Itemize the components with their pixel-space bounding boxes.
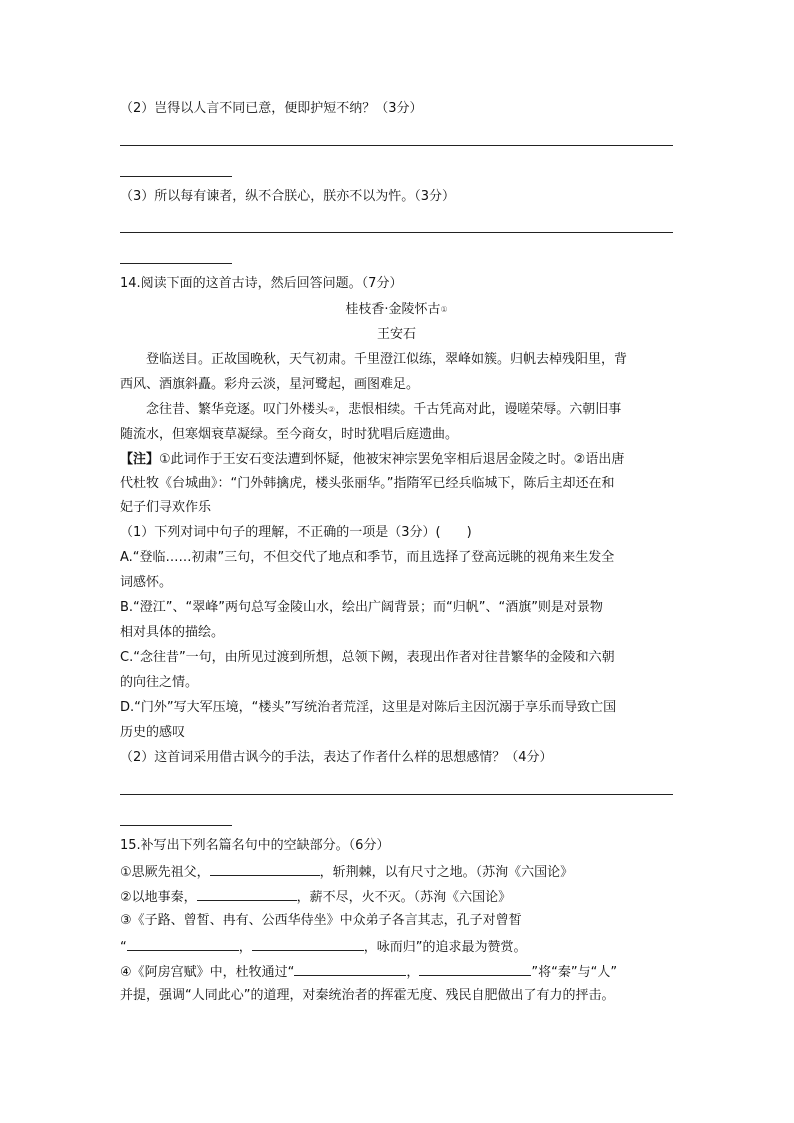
note-line <box>120 451 624 468</box>
footnote-mark: ① <box>440 305 448 314</box>
option-b: B.“澄江”、“翠峰”两句总写金陵山水，绘出广阔背景；而“归帆”、“酒旗”则是对景物 <box>120 600 603 615</box>
note-text: ①此词作于王安石变法遭到怀疑，他被宋神宗罢免宰相后退居金陵之时。②语出唐 <box>159 452 625 467</box>
fill-blank[interactable] <box>294 962 406 976</box>
option-d: D.“门外”写大军压境，“楼头”写统治者荒淫，这里是对陈后主因沉溺于享乐而导致亡国 <box>120 700 617 715</box>
note-line: 妃子们寻欢作乐 <box>120 500 212 515</box>
option-c: C.“念往昔”一句，由所见过渡到所想，总领下阙，表现出作者对往昔繁华的金陵和六朝 <box>120 650 615 665</box>
q15-item-2 <box>120 887 511 906</box>
option-a: A.“登临……初肃”三句，不但交代了地点和季节，而且选择了登高远眺的视角来生发全 <box>120 550 615 565</box>
poem-title-text: 桂枝香·金陵怀古 <box>345 302 441 317</box>
item-text: ④《阿房宫赋》中，杜牧通过“ <box>120 965 295 980</box>
option-a-cont: 词感怀。 <box>120 575 173 590</box>
note-label: 【注】 <box>120 452 160 467</box>
poem-line: 随流水，但寒烟衰草凝绿。至今商女，时时犹唱后庭遗曲。 <box>120 427 459 442</box>
item-text: “ <box>120 940 127 955</box>
poem-line: 西风、酒旗斜矗。彩舟云淡，星河鹭起，画图难足。 <box>120 377 420 392</box>
q13-sub2: （2）岂得以人言不同已意，便即护短不纳？（3分） <box>120 101 423 116</box>
q15-item-1 <box>120 862 573 881</box>
poem-line <box>146 401 621 418</box>
option-c-cont: 的向往之情。 <box>120 675 199 690</box>
poem-title <box>120 301 673 318</box>
q15-item-3: ③《子路、曾皙、冉有、公西华侍坐》中众弟子各言其志，孔子对曾皙 <box>120 913 522 928</box>
q15-stem: 15.补写出下列名篇名句中的空缺部分。（6分） <box>120 838 390 853</box>
fill-blank[interactable] <box>127 937 239 951</box>
q15-item-4-cont: 并提，强调“人同此心”的道理，对秦统治者的挥霍无度、残民自肥做出了有力的抨击。 <box>120 988 615 1003</box>
item-text: ，咏而归”的追求最为赞赏。 <box>363 940 527 955</box>
poem-line: 登临送目。正故国晚秋，天气初肃。千里澄江似练，翠峰如簇。归帆去棹残阳里，背 <box>146 352 628 367</box>
option-b-cont: 相对具体的描绘。 <box>120 625 225 640</box>
answer-line-short[interactable] <box>120 176 232 177</box>
option-d-cont: 历史的感叹 <box>120 725 186 740</box>
footnote-mark: ② <box>328 405 336 414</box>
poem-line-part: 念往昔、繁华竞逐。叹门外楼头 <box>146 402 329 417</box>
item-text: ①思厥先祖父， <box>120 865 210 880</box>
fill-blank[interactable] <box>210 862 320 876</box>
fill-blank[interactable] <box>252 937 364 951</box>
item-text: ②以地事秦， <box>120 890 197 905</box>
answer-line-short[interactable] <box>120 263 232 264</box>
item-text: ， <box>406 965 420 980</box>
q14-sub1: （1）下列对词中句子的理解，不正确的一项是（3分）( ) <box>120 525 472 540</box>
item-text: ，薪不尽，火不灭。（苏洵《六国论》 <box>296 890 512 905</box>
note-line: 代杜牧《台城曲》：“门外韩擒虎，楼头张丽华。”指隋军已经兵临城下，陈后主却还在和 <box>120 476 615 491</box>
poem-line-part: ，悲恨相续。千古凭高对此，谩嗟荣辱。六朝旧事 <box>335 402 622 417</box>
poem-author: 王安石 <box>376 327 416 342</box>
answer-line[interactable] <box>120 145 673 146</box>
q15-item-4 <box>120 962 617 981</box>
item-text: ”将“秦”与“人” <box>531 965 618 980</box>
q13-sub3: （3）所以每有谏者，纵不合朕心，朕亦不以为忤。（3分） <box>120 189 456 204</box>
fill-blank[interactable] <box>419 962 531 976</box>
item-text: ， <box>238 940 252 955</box>
q14-sub2: （2）这首词采用借古讽今的手法，表达了作者什么样的思想感情？（4分） <box>120 750 553 765</box>
answer-line-short[interactable] <box>120 825 232 826</box>
q15-item-3-cont <box>120 937 527 956</box>
q14-stem: 14.阅读下面的这首古诗，然后回答问题。（7分） <box>120 276 403 291</box>
item-text: ，斩荆棘，以有尺寸之地。（苏洵《六国论》 <box>319 865 574 880</box>
answer-line[interactable] <box>120 232 673 233</box>
fill-blank[interactable] <box>197 887 297 901</box>
answer-line[interactable] <box>120 794 673 795</box>
